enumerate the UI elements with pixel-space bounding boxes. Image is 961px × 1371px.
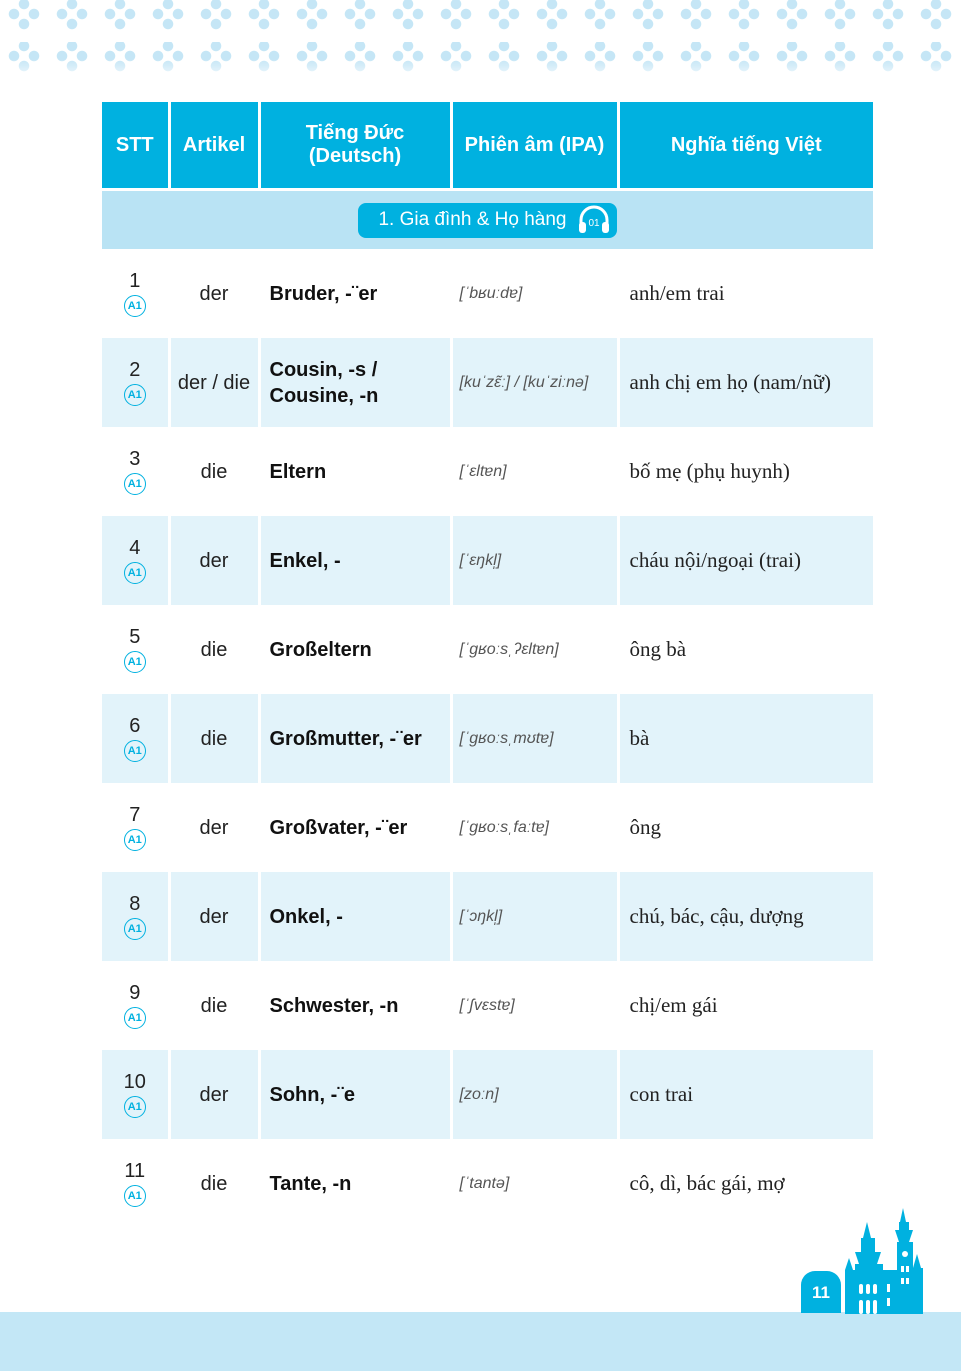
level-badge: A1 [124,740,146,762]
stt-cell [102,605,169,694]
artikel-cell: die [169,1139,259,1228]
stt-cell [102,1139,169,1228]
level-badge: A1 [124,1096,146,1118]
stt-cell [102,872,169,961]
german-word-cell: Großvater, -¨er [259,783,451,872]
meaning-cell: anh chị em họ (nam/nữ) [618,338,873,427]
stt-cell [102,249,169,338]
level-badge: A1 [124,562,146,584]
artikel-cell: der [169,516,259,605]
table-row [102,249,873,338]
vocabulary-table [102,102,873,1228]
stt-cell [102,516,169,605]
table-row [102,338,873,427]
artikel-cell: die [169,605,259,694]
row-number: 10 [123,1071,146,1093]
meaning-cell: chú, bác, cậu, dượng [618,872,873,961]
stt-cell [102,427,169,516]
level-badge: A1 [124,384,146,406]
meaning-cell: cháu nội/ngoại (trai) [618,516,873,605]
table-header-row [102,102,873,190]
level-badge: A1 [124,829,146,851]
table-row [102,1050,873,1139]
ipa-cell: [ˈbʁuːdɐ] [451,249,618,338]
german-word-cell: Großmutter, -¨er [259,694,451,783]
artikel-cell: der [169,783,259,872]
table-row [102,694,873,783]
section-cell [102,190,873,250]
row-number: 8 [129,893,141,915]
meaning-cell: chị/em gái [629,993,718,1017]
header-stt: STT [102,102,169,190]
table-row [102,783,873,872]
stt-cell [102,783,169,872]
table-row [102,605,873,694]
level-badge: A1 [124,651,146,673]
german-word-cell: Bruder, -¨er [259,249,451,338]
row-number: 5 [129,626,141,648]
table-row [102,516,873,605]
header-german-line1: Tiếng Đức [305,122,405,144]
stt-cell [102,1050,169,1139]
level-badge: A1 [124,295,146,317]
audio-track-number: 01 [587,218,600,229]
table-row [102,427,873,516]
artikel-cell: die [169,427,259,516]
footer-band [0,1312,961,1371]
section-row [102,190,873,250]
vocabulary-table-container [102,102,873,1228]
artikel-cell: der [169,1050,259,1139]
ipa-cell: [zoːn] [451,1050,618,1139]
table-row [102,872,873,961]
german-word-cell: Schwester, -n [259,961,451,1050]
artikel-cell: die [169,961,259,1050]
table-row [102,1139,873,1228]
german-word-cell: Enkel, - [259,516,451,605]
german-word-cell: Onkel, - [259,872,451,961]
level-badge: A1 [124,1185,146,1207]
ipa-cell: [ˈɛltɐn] [451,427,618,516]
ipa-cell: [ˈɛŋkl̩] [451,516,618,605]
german-word-cell: Eltern [259,427,451,516]
meaning-cell: anh/em trai [629,281,725,305]
artikel-cell: der [169,872,259,961]
headphones-icon[interactable] [577,205,611,235]
ipa-cell: [ˈɡʁoːsˌʔɛltɐn] [451,605,618,694]
word-rows [102,249,873,1228]
row-number: 7 [129,804,141,826]
castle-icon [845,1208,923,1314]
row-number: 6 [129,715,141,737]
table-row [102,961,873,1050]
header-ipa: Phiên âm (IPA) [451,102,618,190]
meaning-cell: ông [629,815,661,839]
ipa-cell: [ˈɔŋkl̩] [451,872,618,961]
ipa-cell: [ˈɡʁoːsˌfaːtɐ] [451,783,618,872]
level-badge: A1 [124,1007,146,1029]
ipa-cell: [ˈʃvɛstɐ] [451,961,618,1050]
level-badge: A1 [124,473,146,495]
artikel-cell: der / die [169,338,259,427]
meaning-cell: bà [618,694,873,783]
page-number: 11 [801,1271,841,1313]
row-number: 4 [129,537,141,559]
german-word-cell: Cousin, -s / Cousine, -n [259,338,451,427]
level-badge: A1 [124,918,146,940]
meaning-cell: bố mẹ (phụ huynh) [629,459,790,483]
ipa-cell: [ˈtantə] [451,1139,618,1228]
row-number: 11 [124,1160,146,1182]
ipa-cell: [kuˈzɛ̃ː] / [kuˈziːnə] [451,338,618,427]
german-word-cell: Sohn, -¨e [259,1050,451,1139]
row-number: 3 [129,448,141,470]
artikel-cell: die [169,694,259,783]
artikel-cell: der [169,249,259,338]
header-german-line2: (Deutsch) [308,145,402,167]
header-artikel: Artikel [169,102,259,190]
german-word-cell: Großeltern [259,605,451,694]
german-word-cell: Tante, -n [259,1139,451,1228]
row-number: 2 [129,359,141,381]
stt-cell [102,338,169,427]
row-number: 9 [129,982,141,1004]
row-number: 1 [129,270,141,292]
meaning-cell: cô, dì, bác gái, mợ [629,1171,785,1195]
ipa-cell: [ˈɡʁoːsˌmʊtɐ] [451,694,618,783]
stt-cell [102,694,169,783]
meaning-cell: ông bà [629,637,687,661]
header-meaning: Nghĩa tiếng Việt [618,102,873,190]
section-title: 1. Gia đình & Họ hàng [378,209,567,230]
header-german [259,102,451,190]
meaning-cell: con trai [618,1050,873,1139]
decorative-pattern [0,0,961,84]
section-title-pill [358,203,616,238]
stt-cell [102,961,169,1050]
